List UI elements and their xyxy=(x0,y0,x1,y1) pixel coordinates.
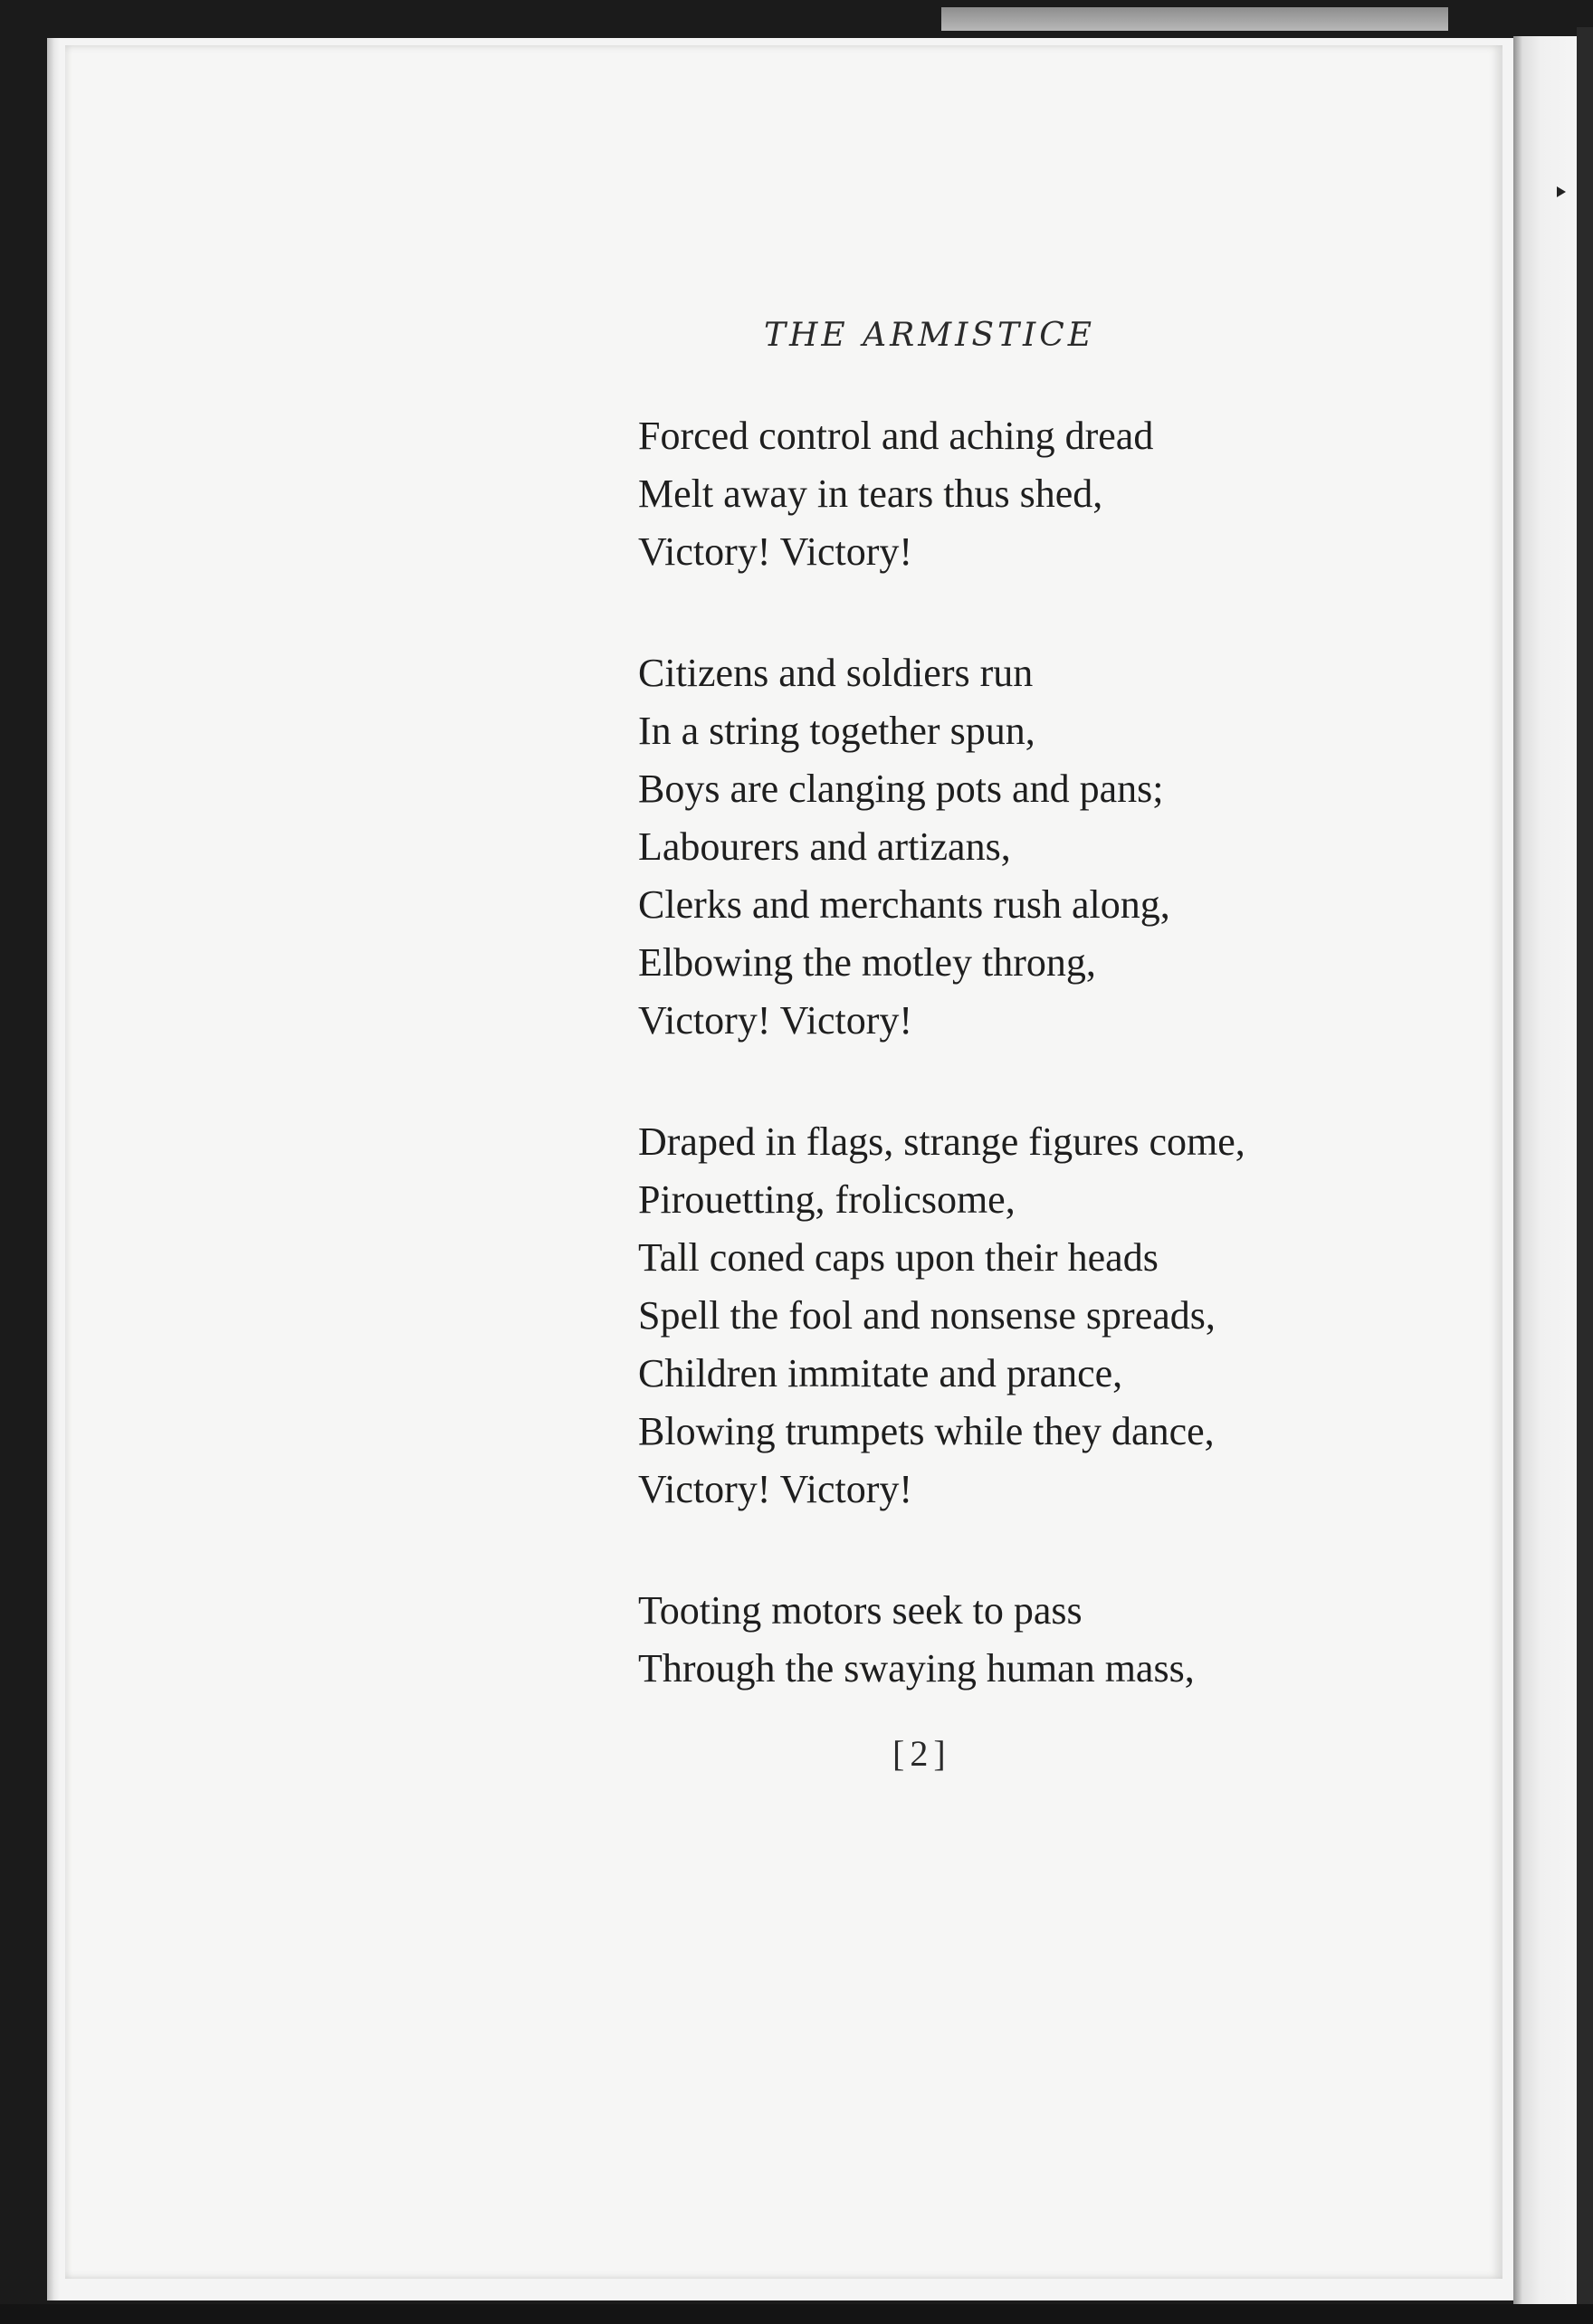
poem-line: Victory! Victory! xyxy=(638,1467,913,1511)
scan-right-border xyxy=(1577,27,1593,2324)
stanza-2 xyxy=(638,644,1245,1050)
poem-line: Boys are clanging pots and pans; xyxy=(638,767,1164,811)
running-head: THE ARMISTICE xyxy=(764,317,1096,354)
scan-top-strip xyxy=(941,7,1448,31)
adjacent-page-edge xyxy=(1513,36,1577,2308)
stanza-4 xyxy=(638,1582,1245,1698)
poem-line: Blowing trumpets while they dance, xyxy=(638,1409,1215,1453)
poem-line: Forced control and aching dread xyxy=(638,414,1154,458)
poem-line: Tall coned caps upon their heads xyxy=(638,1235,1159,1280)
scan-bottom-border xyxy=(0,2304,1593,2324)
poem-line: Pirouetting, frolicsome, xyxy=(638,1177,1016,1222)
poem-line: Melt away in tears thus shed, xyxy=(638,471,1103,516)
poem-line: Victory! Victory! xyxy=(638,529,913,574)
poem-line: Citizens and soldiers run xyxy=(638,651,1034,695)
poem-body xyxy=(638,407,1245,1761)
margin-mark-icon xyxy=(1557,186,1566,197)
stanza-1 xyxy=(638,407,1245,581)
poem-line: Tooting motors seek to pass xyxy=(638,1588,1083,1633)
stanza-3 xyxy=(638,1113,1245,1519)
poem-line: Through the swaying human mass, xyxy=(638,1646,1195,1691)
poem-line: Victory! Victory! xyxy=(638,998,913,1043)
poem-line: Labourers and artizans, xyxy=(638,824,1011,869)
poem-line: Children immitate and prance, xyxy=(638,1351,1123,1395)
page-number: [2] xyxy=(892,1733,951,1774)
poem-line: In a string together spun, xyxy=(638,709,1035,753)
poem-line: Elbowing the motley throng, xyxy=(638,940,1096,985)
poem-line: Clerks and merchants rush along, xyxy=(638,882,1170,927)
poem-line: Draped in flags, strange figures come, xyxy=(638,1119,1245,1164)
poem-line: Spell the fool and nonsense spreads, xyxy=(638,1293,1216,1338)
